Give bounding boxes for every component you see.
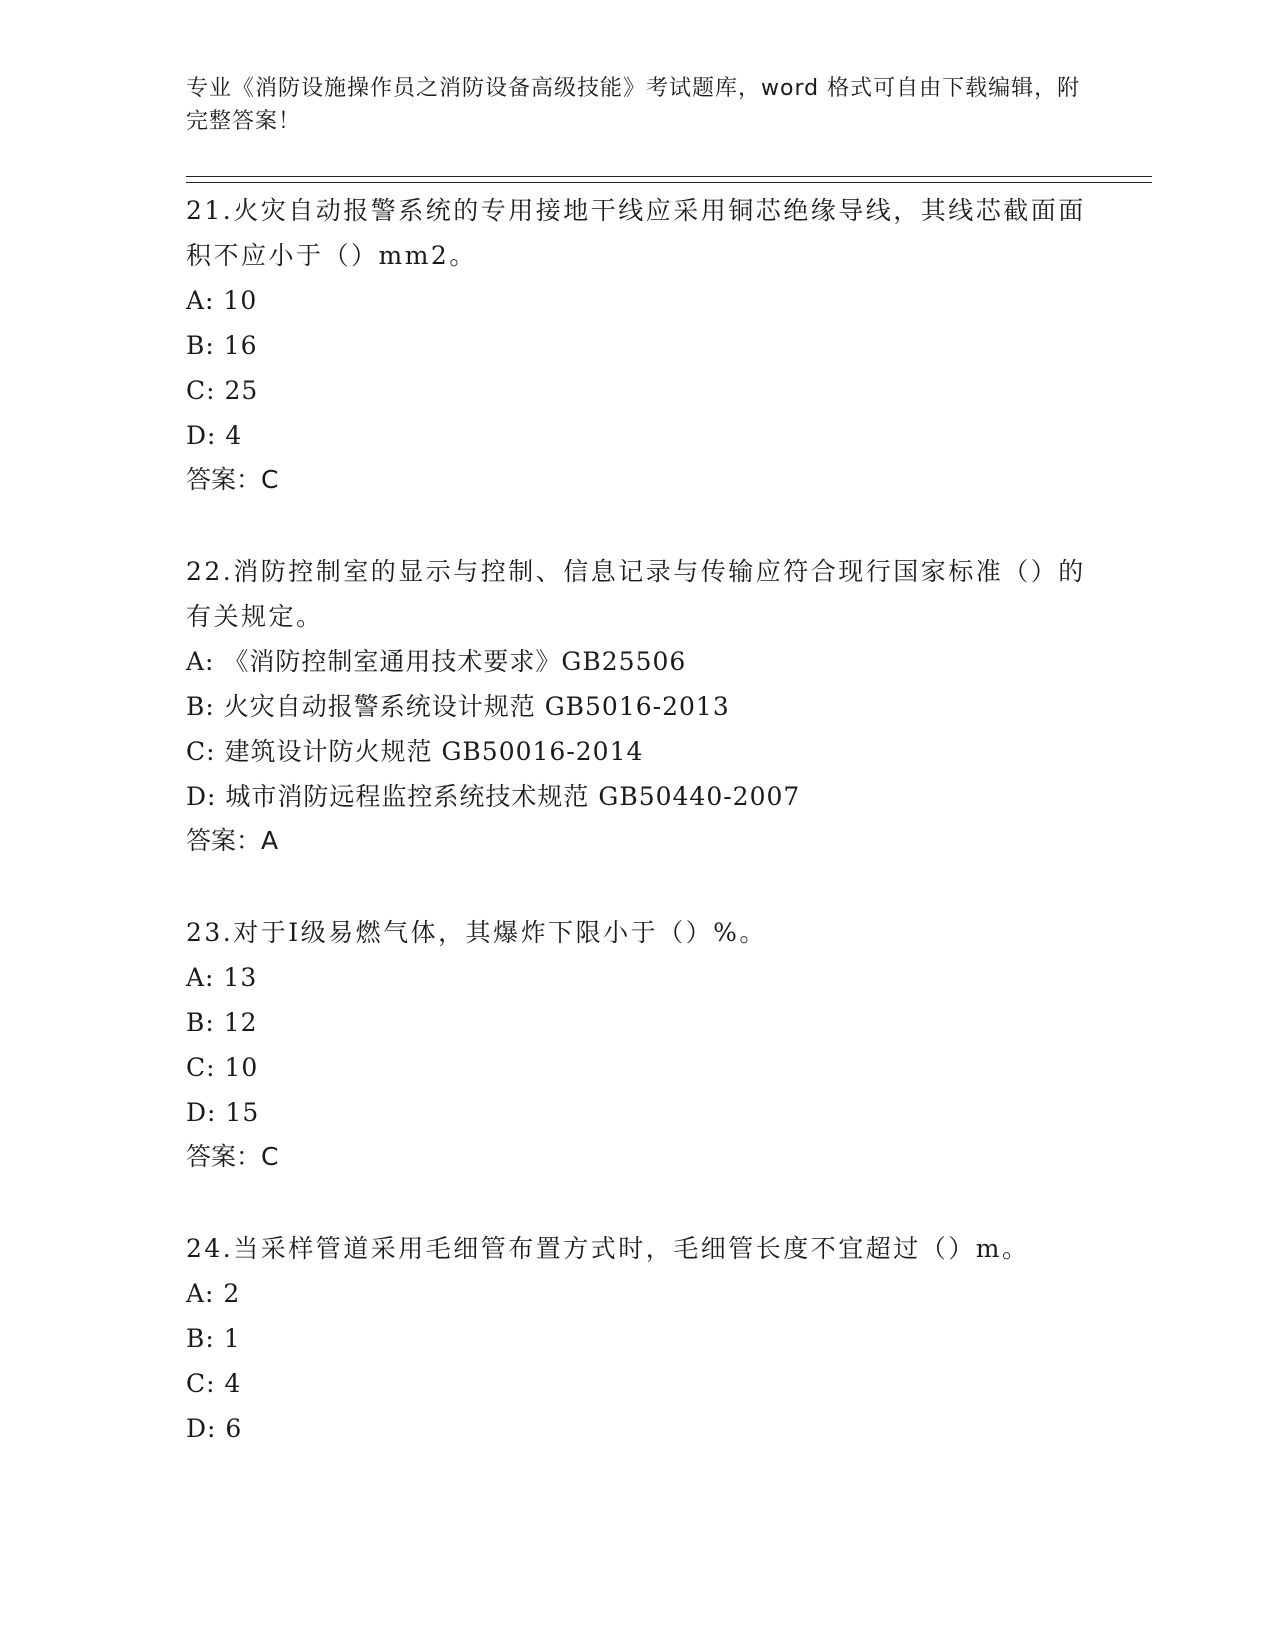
option-b: B: 16: [186, 331, 258, 360]
answer-key: 答案：C: [186, 465, 279, 494]
question-stem: 21.火灾自动报警系统的专用接地干线应采用铜芯绝缘导线，其线芯截面面积不应小于（）mm2。: [186, 196, 1086, 270]
option-c: C: 10: [186, 1053, 259, 1082]
option-d: D: 4: [186, 421, 243, 450]
question-spacer: [186, 1179, 1086, 1226]
question-spacer: [186, 502, 1086, 549]
answer-key: 答案：A: [186, 826, 279, 855]
option-c: C: 4: [186, 1369, 242, 1398]
option-d: D: 城市消防远程监控系统技术规范 GB50440-2007: [186, 782, 801, 811]
header-divider-bottom: [186, 182, 1152, 183]
question-list: [186, 188, 1086, 1451]
option-a: A: 10: [186, 286, 258, 315]
option-c: C: 25: [186, 376, 259, 405]
question-23: [186, 910, 1086, 1179]
option-c: C: 建筑设计防火规范 GB50016-2014: [186, 737, 644, 766]
question-24: [186, 1226, 1086, 1451]
document-header: 专业《消防设施操作员之消防设备高级技能》考试题库，word 格式可自由下载编辑，附完整答案！: [186, 76, 1081, 134]
question-21: [186, 188, 1086, 502]
question-stem: 22.消防控制室的显示与控制、信息记录与传输应符合现行国家标准（）的有关规定。: [186, 557, 1086, 631]
option-a: A: 13: [186, 963, 258, 992]
option-b: B: 火灾自动报警系统设计规范 GB5016-2013: [186, 692, 730, 721]
option-b: B: 12: [186, 1008, 258, 1037]
question-stem: 23.对于Ⅰ级易燃气体，其爆炸下限小于（）%。: [186, 918, 767, 947]
option-d: D: 6: [186, 1414, 243, 1443]
question-22: [186, 549, 1086, 863]
option-a: A: 《消防控制室通用技术要求》GB25506: [186, 647, 687, 676]
question-stem: 24.当采样管道采用毛细管布置方式时，毛细管长度不宜超过（）m。: [186, 1234, 1030, 1263]
header-divider-top: [186, 176, 1152, 177]
question-spacer: [186, 863, 1086, 910]
option-d: D: 15: [186, 1098, 260, 1127]
option-b: B: 1: [186, 1324, 241, 1353]
option-a: A: 2: [186, 1279, 241, 1308]
answer-key: 答案：C: [186, 1142, 279, 1171]
